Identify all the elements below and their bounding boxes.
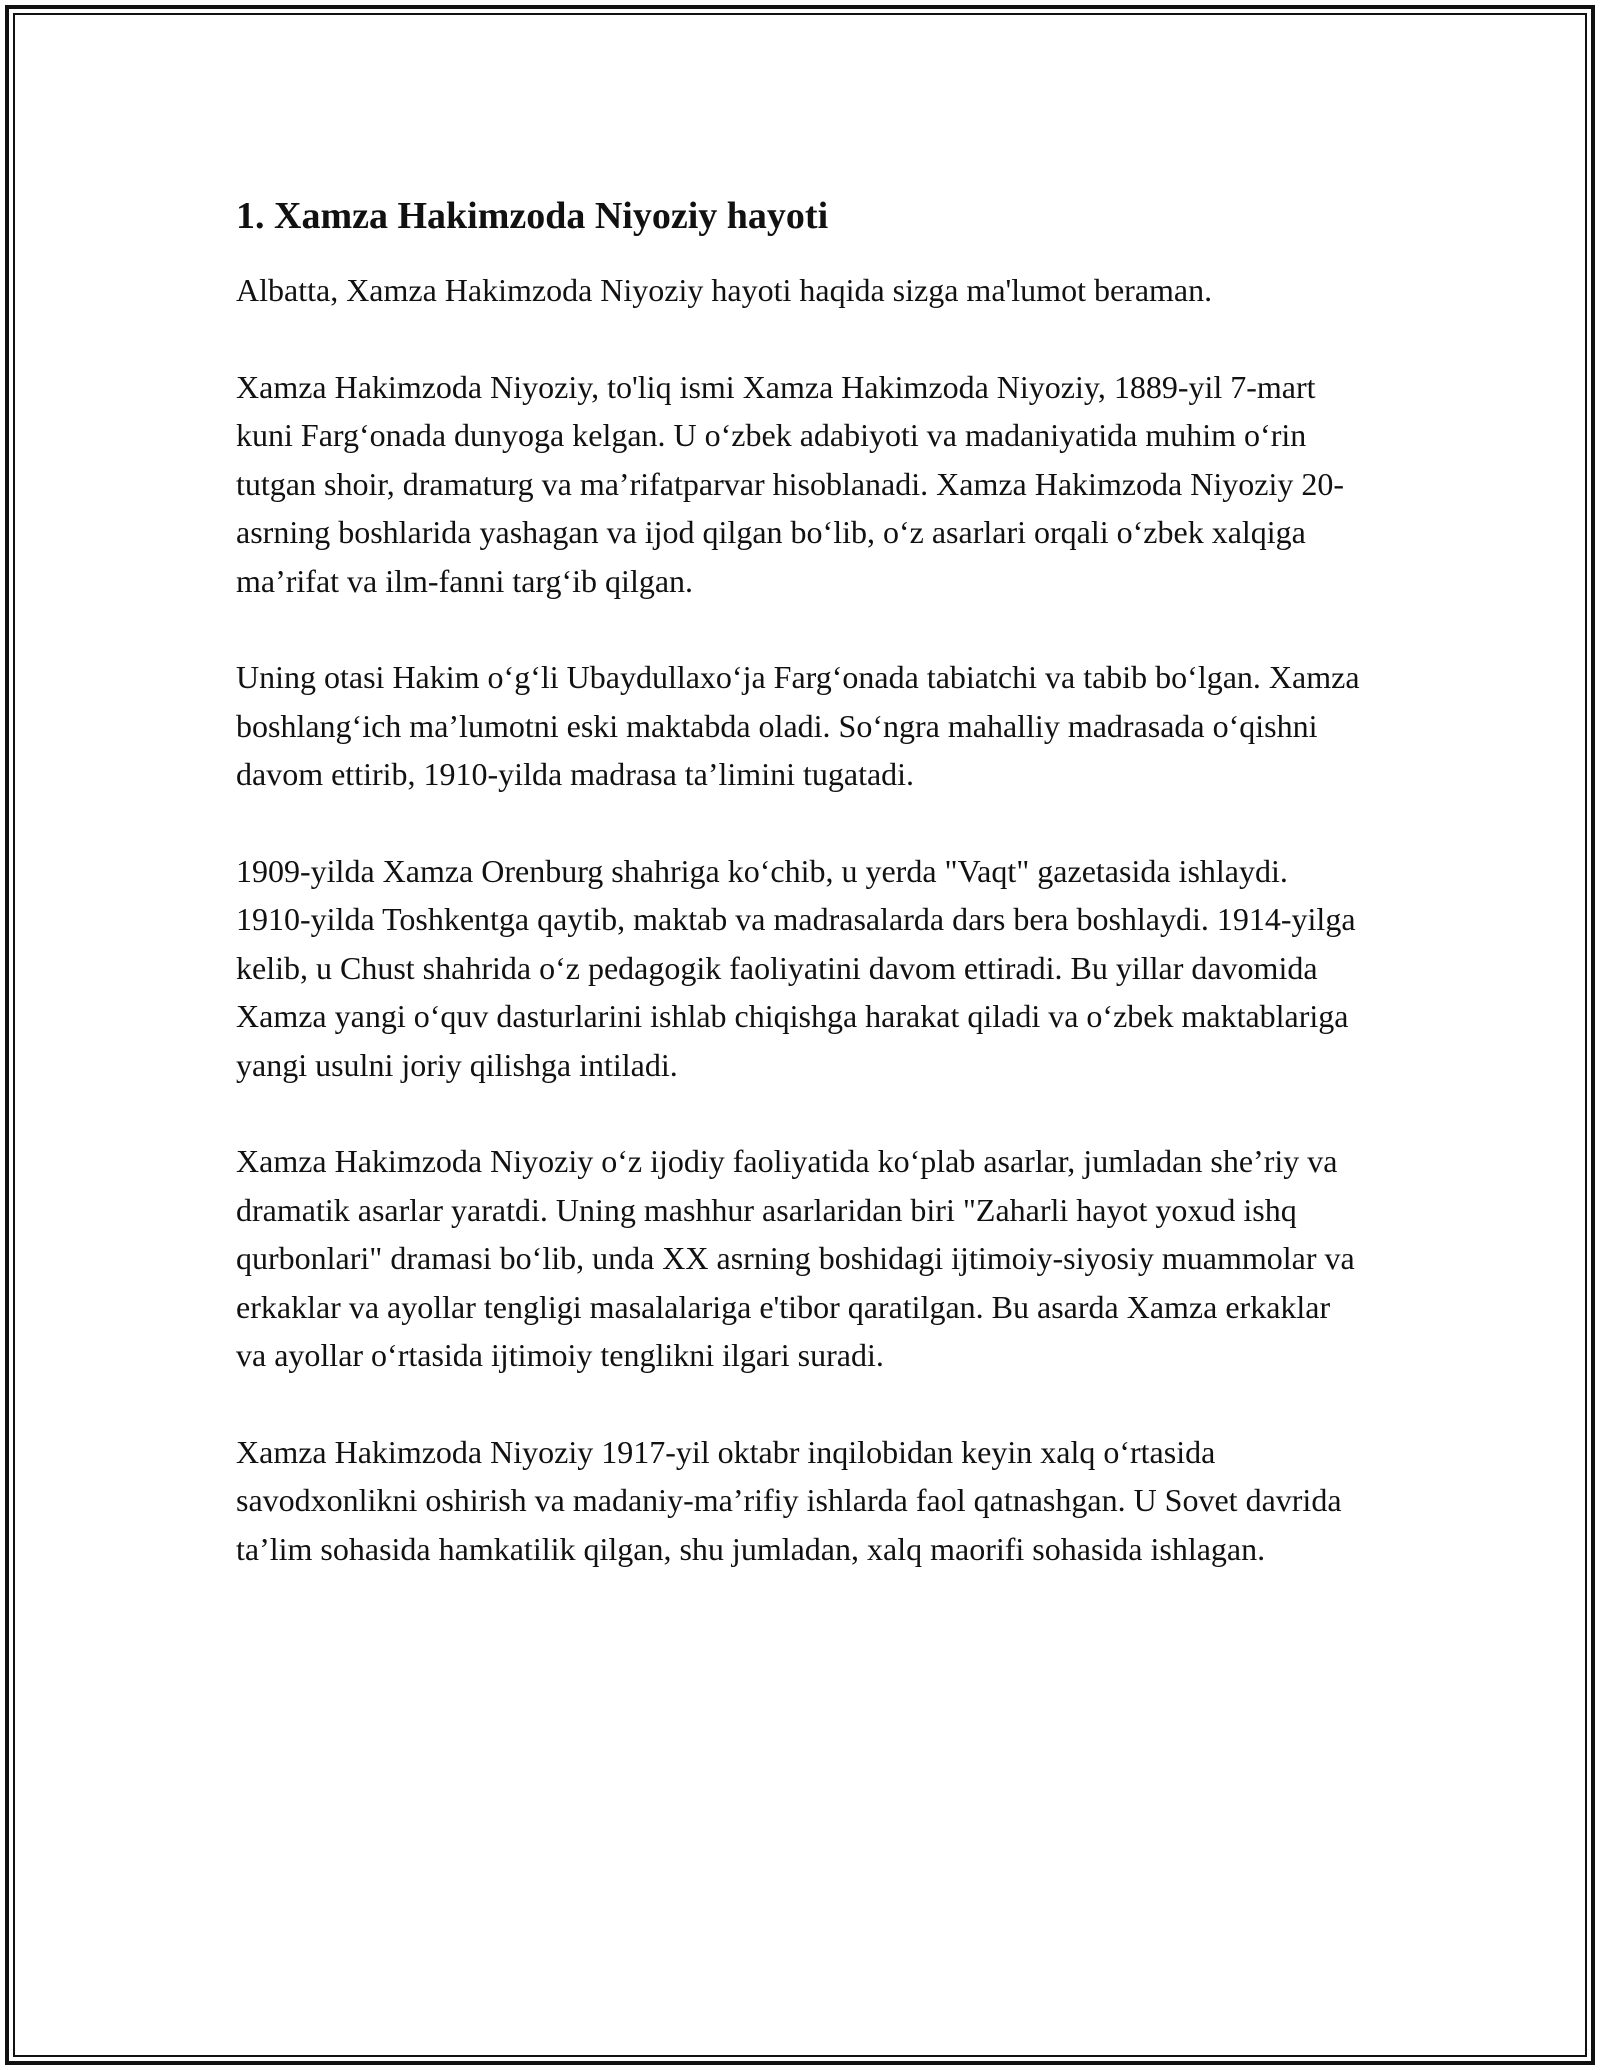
- paragraph-birth: Xamza Hakimzoda Niyoziy, to'liq ismi Xamza Hakimzoda Niyoziy, 1889-yil 7-mart kuni Farg‘onada dunyoga kelgan. U o‘zbek adabiyoti va madaniyatida muhim o‘rin tutgan shoir, dramaturg va ma’rifatparvar hisoblanadi. Xamza Hakimzoda Niyoziy 20-asrning boshlarida yashagan va ijod qilgan bo‘lib, o‘z asarlari orqali o‘zbek xalqiga ma’rifat va ilm-fanni targ‘ib qilgan.: [236, 368, 1344, 599]
- paragraph-after-1917: Xamza Hakimzoda Niyoziy 1917-yil oktabr inqilobidan keyin xalq o‘rtasida savodxonlikni oshirish va madaniy-ma’rifiy ishlarda faol qatnashgan. U Sovet davrida ta’lim sohasida hamkatilik qilgan, shu jumladan, xalq maorifi sohasida ishlagan.: [236, 1433, 1342, 1567]
- paragraph-family-education: Uning otasi Hakim o‘g‘li Ubaydullaxo‘ja Farg‘onada tabiatchi va tabib bo‘lgan. Xamza boshlang‘ich ma’lumotni eski maktabda oladi. So‘ngra mahalliy madrasada o‘qishni davom ettirib, 1910-yilda madrasa ta’limini tugatadi.: [236, 659, 1360, 792]
- paragraph-career: 1909-yilda Xamza Orenburg shahriga ko‘chib, u yerda "Vaqt" gazetasida ishlaydi. 1910-yilda Toshkentga qaytib, maktab va madrasalarda dars bera boshlaydi. 1914-yilga kelib, u Chust shahrida o‘z pedagogik faoliyatini davom ettiradi. Bu yillar davomida Xamza yangi o‘quv dasturlarini ishlab chiqishga harakat qiladi va o‘zbek maktablariga yangi usulni joriy qilishga intiladi.: [236, 852, 1356, 1083]
- paragraph-intro: Albatta, Xamza Hakimzoda Niyoziy hayoti haqida sizga ma'lumot beraman.: [236, 272, 1213, 308]
- document-title: 1. Xamza Hakimzoda Niyoziy hayoti: [236, 195, 829, 237]
- document-body: [236, 188, 1368, 1621]
- paragraph-works: Xamza Hakimzoda Niyoziy o‘z ijodiy faoliyatida ko‘plab asarlar, jumladan she’riy va dramatik asarlar yaratdi. Uning mashhur asarlaridan biri "Zaharli hayot yoxud ishq qurbonlari" dramasi bo‘lib, unda XX asrning boshidagi ijtimoiy-siyosiy muammolar va erkaklar va ayollar tengligi masalalariga e'tibor qaratilgan. Bu asarda Xamza erkaklar va ayollar o‘rtasida ijtimoiy tenglikni ilgari suradi.: [236, 1143, 1355, 1373]
